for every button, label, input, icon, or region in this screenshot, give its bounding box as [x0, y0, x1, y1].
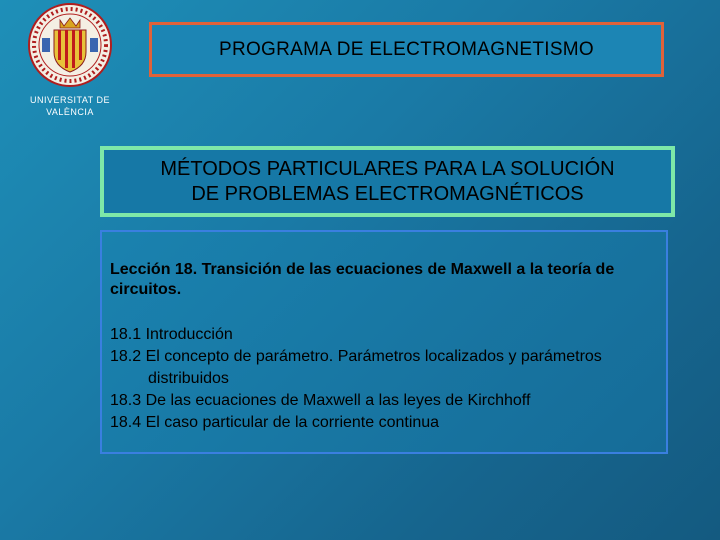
program-title [149, 22, 664, 77]
topic-item: 18.3 De las ecuaciones de Maxwell a las leyes de Kirchhoff [110, 392, 531, 409]
subtitle-line-1: MÉTODOS PARTICULARES PARA LA SOLUCIÓN [160, 157, 615, 180]
lesson-heading: Lección 18. Transición de las ecuaciones de Maxwell a la teoría de circuitos. [110, 261, 615, 298]
subtitle-line-2: DE PROBLEMAS ELECTROMAGNÉTICOS [191, 182, 584, 205]
university-name-line-2: VALÈNCIA [46, 107, 94, 117]
university-name-line-1: UNIVERSITAT DE [29, 95, 110, 105]
lesson-content [100, 230, 668, 454]
topic-item: 18.2 El concepto de parámetro. Parámetros localizados y parámetros distribuidos [110, 348, 602, 387]
university-name [18, 94, 122, 118]
topic-item: 18.4 El caso particular de la corriente continua [110, 414, 440, 431]
topic-list [110, 324, 658, 434]
university-seal-icon [22, 2, 118, 88]
topic-item: 18.1 Introducción [110, 326, 233, 343]
section-subtitle [100, 146, 675, 217]
program-title-text: PROGRAMA DE ELECTROMAGNETISMO [218, 38, 595, 60]
